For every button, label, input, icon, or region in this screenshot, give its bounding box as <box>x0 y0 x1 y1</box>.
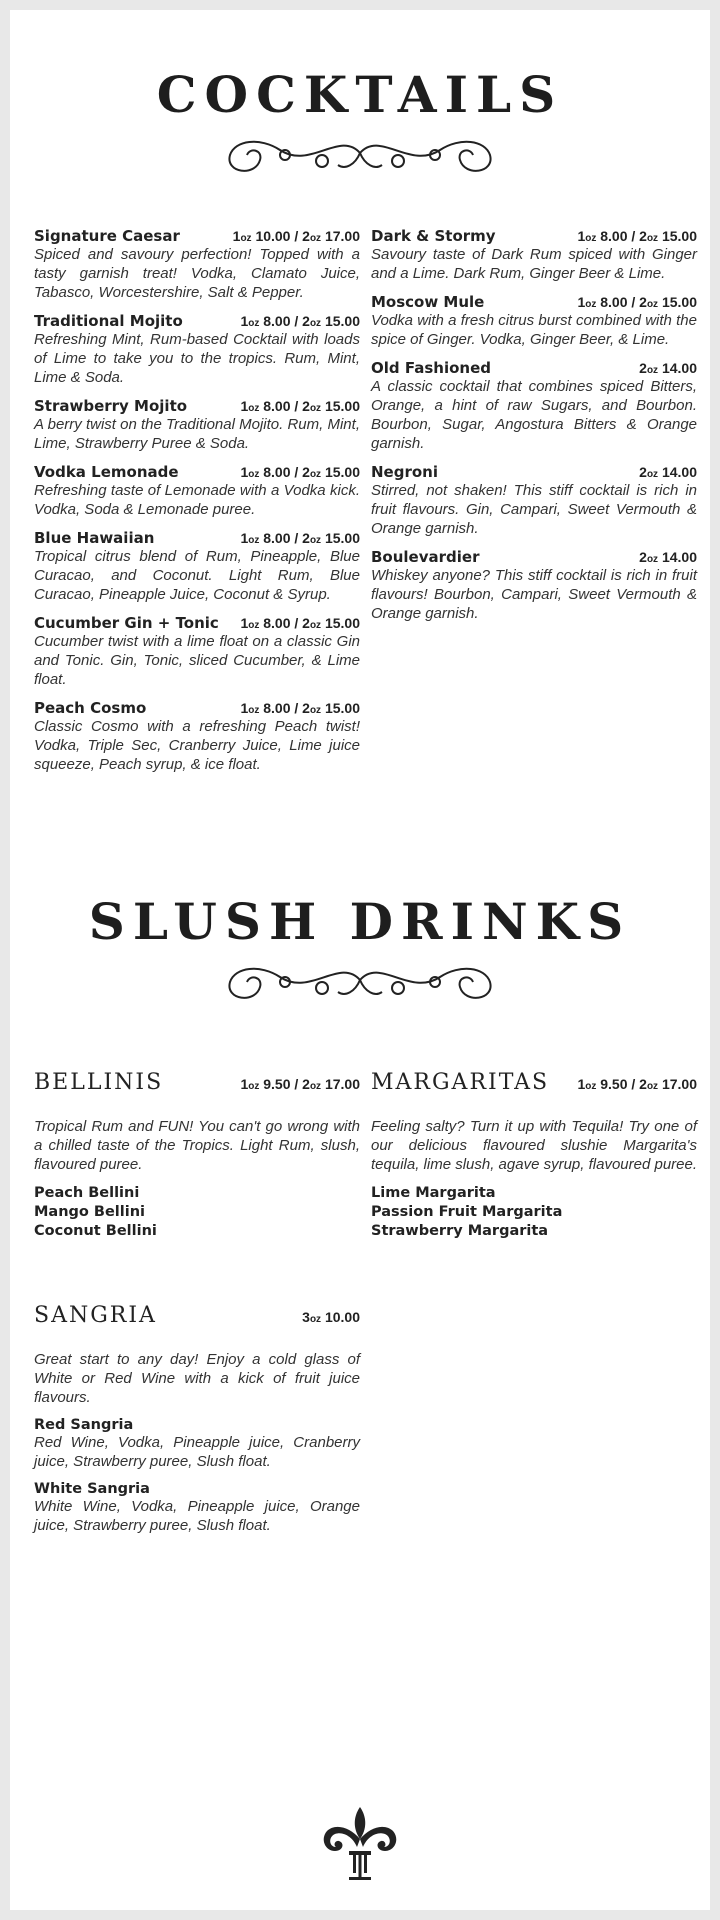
cocktails-right-column <box>371 227 697 633</box>
bellinis-section <box>34 1070 360 1241</box>
item-name: Vodka Lemonade <box>34 463 179 481</box>
cocktail-old-fashioned <box>371 359 697 453</box>
cocktail-cucumber-gin-tonic <box>34 614 360 689</box>
cocktail-blue-hawaiian <box>34 529 360 604</box>
section-name: BELLINIS <box>34 1070 164 1095</box>
item-name: Old Fashioned <box>371 359 491 377</box>
sangria-item-description: Red Wine, Vodka, Pineapple juice, Cranberry juice, Strawberry puree, Slush float. <box>34 1434 360 1470</box>
sangria-section <box>34 1303 360 1535</box>
section-description: Tropical Rum and FUN! You can't go wrong with a chilled taste of the Tropics. Light Rum, slush, flavoured puree. <box>34 1118 360 1173</box>
cocktails-left-column <box>34 227 360 784</box>
item-description: Vodka with a fresh citrus burst combined with the spice of Ginger. Vodka, Ginger Beer, & Lime. <box>371 312 697 348</box>
flavor-item: Coconut Bellini <box>34 1223 157 1239</box>
item-description: Spiced and savoury perfection! Topped with a tasty garnish treat! Vodka, Clamato Juice, Tabasco, Worcestershire, Salt & Pepper. <box>34 246 360 301</box>
price: 1oz 8.00 / 2oz 15.00 <box>240 615 360 631</box>
cocktail-dark-and-stormy <box>371 227 697 283</box>
item-description: Whiskey anyone? This stiff cocktail is rich in fruit flavours! Bourbon, Campari, Sweet Vermouth & Orange garnish. <box>371 567 697 622</box>
cocktail-boulevardier <box>371 548 697 623</box>
price: 2oz 14.00 <box>639 464 697 480</box>
cocktails-title: COCKTAILS <box>156 65 564 124</box>
price: 1oz 9.50 / 2oz 17.00 <box>240 1076 360 1092</box>
item-name: Negroni <box>371 463 438 481</box>
price: 1oz 8.00 / 2oz 15.00 <box>577 294 697 310</box>
section-description: Feeling salty? Turn it up with Tequila! Try one of our delicious flavoured slushie Margarita's tequila, lime slush, agave syrup, flavoured puree. <box>371 1118 698 1173</box>
cocktail-strawberry-mojito <box>34 397 360 453</box>
item-description: Savoury taste of Dark Rum spiced with Ginger and a Lime. Dark Rum, Ginger Beer & Lime. <box>371 246 697 282</box>
scroll-flourish-icon <box>210 125 510 185</box>
price: 1oz 8.00 / 2oz 15.00 <box>240 464 360 480</box>
item-name: Moscow Mule <box>371 293 485 311</box>
item-description: Refreshing Mint, Rum-based Cocktail with loads of Lime to take you to the tropics. Rum, Mint, Lime & Soda. <box>34 331 360 386</box>
flavor-item: Passion Fruit Margarita <box>371 1204 563 1220</box>
item-description: Cucumber twist with a lime float on a classic Gin and Tonic. Gin, Tonic, sliced Cucumber, & Lime float. <box>34 633 360 688</box>
item-name: Cucumber Gin + Tonic <box>34 614 219 632</box>
section-name: MARGARITAS <box>371 1070 550 1095</box>
item-name: Boulevardier <box>371 548 480 566</box>
flavor-item: Strawberry Margarita <box>371 1223 549 1239</box>
item-description: Classic Cosmo with a refreshing Peach twist! Vodka, Triple Sec, Cranberry Juice, Lime juice squeeze, Peach syrup, & ice float. <box>34 718 360 773</box>
price: 2oz 14.00 <box>639 360 697 376</box>
item-name: Traditional Mojito <box>34 312 183 330</box>
margaritas-section <box>371 1070 697 1241</box>
slush-drinks-title: SLUSH DRINKS <box>88 892 632 951</box>
cocktail-traditional-mojito <box>34 312 360 387</box>
price: 1oz 8.00 / 2oz 15.00 <box>577 228 697 244</box>
item-name: Dark & Stormy <box>371 227 496 245</box>
price: 1oz 9.50 / 2oz 17.00 <box>577 1076 697 1092</box>
item-name: Strawberry Mojito <box>34 397 188 415</box>
item-description: A classic cocktail that combines spiced Bitters, Orange, a hint of raw Sugars, and Bourbon. Bourbon, Sugar, Angostura Bitters & Orange garnish. <box>371 378 697 452</box>
item-name: Peach Cosmo <box>34 699 147 717</box>
cocktail-peach-cosmo <box>34 699 360 774</box>
flavor-item: Lime Margarita <box>371 1185 496 1201</box>
item-name: Blue Hawaiian <box>34 529 155 547</box>
price: 2oz 14.00 <box>639 549 697 565</box>
item-name: Signature Caesar <box>34 227 180 245</box>
item-description: Stirred, not shaken! This stiff cocktail is rich in fruit flavours. Gin, Campari, Sweet Vermouth & Orange garnish. <box>371 482 697 537</box>
item-description: Refreshing taste of Lemonade with a Vodka kick. Vodka, Soda & Lemonade puree. <box>34 482 360 518</box>
price: 1oz 8.00 / 2oz 15.00 <box>240 700 360 716</box>
sangria-item-name: Red Sangria <box>34 1417 134 1433</box>
item-description: Tropical citrus blend of Rum, Pineapple, Blue Curacao, and Coconut. Light Rum, Blue Curacao, Pineapple Juice, Coconut & Syrup. <box>34 548 360 603</box>
scroll-flourish-icon <box>210 952 510 1012</box>
fleur-de-lis-icon <box>315 1805 405 1885</box>
flavor-item: Mango Bellini <box>34 1204 146 1220</box>
price: 1oz 8.00 / 2oz 15.00 <box>240 530 360 546</box>
price: 1oz 8.00 / 2oz 15.00 <box>240 313 360 329</box>
section-description: Great start to any day! Enjoy a cold glass of White or Red Wine with a kick of fruit juice flavours. <box>34 1351 360 1406</box>
item-description: A berry twist on the Traditional Mojito. Rum, Mint, Lime, Strawberry Puree & Soda. <box>34 416 360 452</box>
flavor-item: Peach Bellini <box>34 1185 140 1201</box>
sangria-item-description: White Wine, Vodka, Pineapple juice, Orange juice, Strawberry puree, Slush float. <box>34 1498 360 1534</box>
sangria-item-name: White Sangria <box>34 1481 150 1497</box>
price: 3oz 10.00 <box>302 1309 360 1325</box>
menu-page <box>10 10 710 1910</box>
price: 1oz 10.00 / 2oz 17.00 <box>232 228 360 244</box>
price: 1oz 8.00 / 2oz 15.00 <box>240 398 360 414</box>
cocktail-negroni <box>371 463 697 538</box>
cocktail-moscow-mule <box>371 293 697 349</box>
cocktail-vodka-lemonade <box>34 463 360 519</box>
cocktail-signature-caesar <box>34 227 360 302</box>
section-name: SANGRIA <box>34 1303 157 1328</box>
